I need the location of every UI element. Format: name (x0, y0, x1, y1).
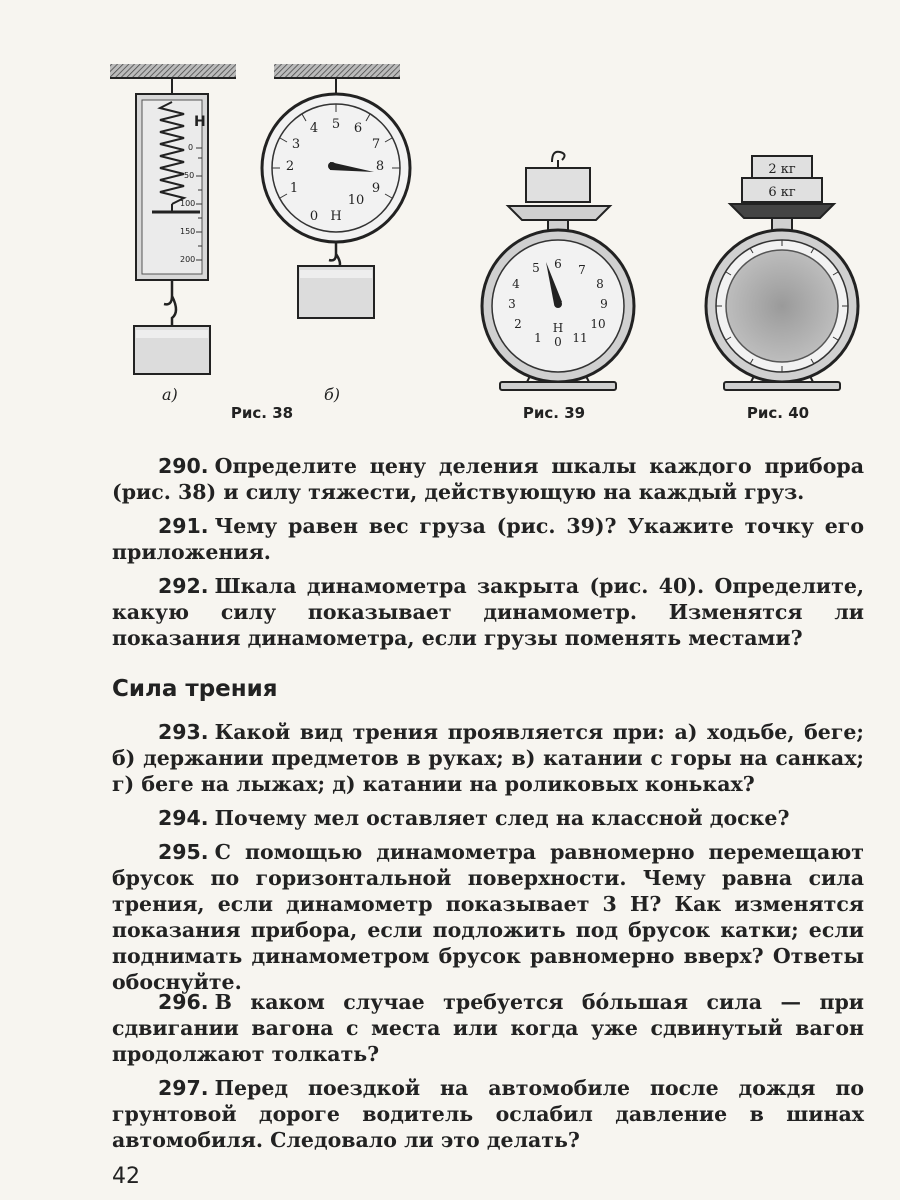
fig38b-num-3: 3 (291, 137, 301, 152)
section-title: Сила трения (112, 676, 278, 702)
problem-295 (112, 839, 864, 995)
fig39-num-3: 3 (508, 297, 516, 311)
problem-text: Какой вид трения проявляется при: а) ходьбе, беге; б) держании предметов в руках; в) катании с горы на санках; г) беге на лыжах; д) катании на роликовых коньках? (112, 719, 864, 796)
problem-number: 294. (158, 805, 209, 830)
fig39-num-8: 8 (596, 277, 604, 291)
fig38b-num-4: 4 (309, 121, 319, 136)
fig38b-num-9: 9 (371, 181, 381, 196)
fig38a-tick-0: 0 (188, 143, 194, 152)
fig40-caption: Рис. 40 (746, 404, 810, 422)
fig38b-dial-dynamometer (262, 64, 410, 318)
problem-290 (112, 453, 864, 505)
fig39-unit: Н (552, 321, 564, 335)
scale-pan-39 (508, 206, 610, 220)
fig38a-label: а) (162, 385, 178, 404)
problem-text: Перед поездкой на автомобиле после дождя по грунтовой дороге водитель ослабил давление в шинах автомобиля. Следовало ли это делать? (112, 1075, 864, 1152)
fig39-num-7: 7 (578, 263, 586, 277)
problem-number: 291. (158, 513, 209, 538)
fig38b-num-7: 7 (371, 137, 381, 152)
fig38b-num-8: 8 (375, 159, 385, 174)
ceiling-hatch-b (274, 64, 400, 78)
scale-base-39 (500, 382, 616, 390)
problem-text: Почему мел оставляет след на классной доске? (214, 805, 790, 830)
dial-cover-40 (726, 250, 838, 362)
problem-296 (112, 989, 864, 1067)
fig38b-num-6: 6 (353, 121, 363, 136)
fig38-caption: Рис. 38 (230, 404, 294, 422)
fig38b-num-0: 0 (309, 209, 319, 224)
problem-293 (112, 719, 864, 797)
fig39-num-11: 11 (572, 331, 588, 345)
fig39-num-2: 2 (514, 317, 522, 331)
fig38b-num-1: 1 (289, 181, 299, 196)
fig39-num-1: 1 (534, 331, 542, 345)
fig39-num-4: 4 (512, 277, 520, 291)
fig38b-num-5: 5 (331, 117, 341, 132)
problem-text: Определите цену деления шкалы каждого прибора (рис. 38) и силу тяжести, действующую на каждый груз. (112, 453, 864, 504)
scale-base-40 (724, 382, 840, 390)
problem-number: 293. (158, 719, 209, 744)
problem-297 (112, 1075, 864, 1153)
ceiling-hatch-a (110, 64, 236, 78)
fig38a-tick-200: 200 (180, 255, 196, 264)
problem-number: 297. (158, 1075, 209, 1100)
fig39-num-10: 10 (590, 317, 606, 331)
fig38a-spring-dynamometer (110, 64, 236, 374)
problem-text: С помощью динамометра равномерно перемещают брусок по горизонтальной поверхности. Чему равна сила трения, если динамометр показывает 3 Н? Как изменятся показания прибора, если подложить под брусок катки; если поднимать динамометром брусок равномерно вверх? Ответы обоснуйте. (112, 839, 864, 994)
fig39-num-5: 5 (532, 261, 540, 275)
fig39-num-6: 6 (554, 257, 562, 271)
hook-icon (164, 280, 176, 326)
fig38a-tick-150: 150 (180, 227, 196, 236)
fig39-num-0: 0 (554, 335, 562, 349)
fig38b-label: б) (324, 385, 341, 404)
problem-number: 296. (158, 989, 209, 1014)
problem-text: В каком случае требуется бóльшая сила — при сдвигании вагона с места или когда уже сдвинутый вагон продолжают толкать? (112, 989, 864, 1066)
scale-pan-40 (730, 204, 834, 218)
problem-text: Чему равен вес груза (рис. 39)? Укажите точку его приложения. (112, 513, 864, 564)
fig39-caption: Рис. 39 (522, 404, 586, 422)
figures-area (0, 0, 900, 440)
fig40-scale (706, 156, 858, 390)
fig39-num-9: 9 (600, 297, 608, 311)
weight-2kg-label: 2 кг (768, 162, 796, 177)
problem-291 (112, 513, 864, 565)
problem-number: 292. (158, 573, 209, 598)
fig38b-num-2: 2 (285, 159, 295, 174)
problem-292 (112, 573, 864, 651)
page-number: 42 (112, 1164, 140, 1189)
problem-number: 290. (158, 453, 209, 478)
weight-6kg-label: 6 кг (768, 185, 796, 200)
problem-number: 295. (158, 839, 209, 864)
fig38a-tick-50: 50 (184, 171, 195, 180)
fig38a-tick-100: 100 (180, 199, 196, 208)
fig38b-num-10: 10 (347, 193, 365, 208)
fig38b-unit: Н (330, 209, 342, 224)
fig39-scale (482, 152, 634, 390)
fig38a-unit: Н (194, 114, 206, 130)
weight-block-39 (526, 168, 590, 202)
problem-text: Шкала динамометра закрыта (рис. 40). Определите, какую силу показывает динамометр. Изменятся ли показания динамометра, если грузы поменять местами? (112, 573, 864, 650)
problem-294 (112, 805, 864, 831)
